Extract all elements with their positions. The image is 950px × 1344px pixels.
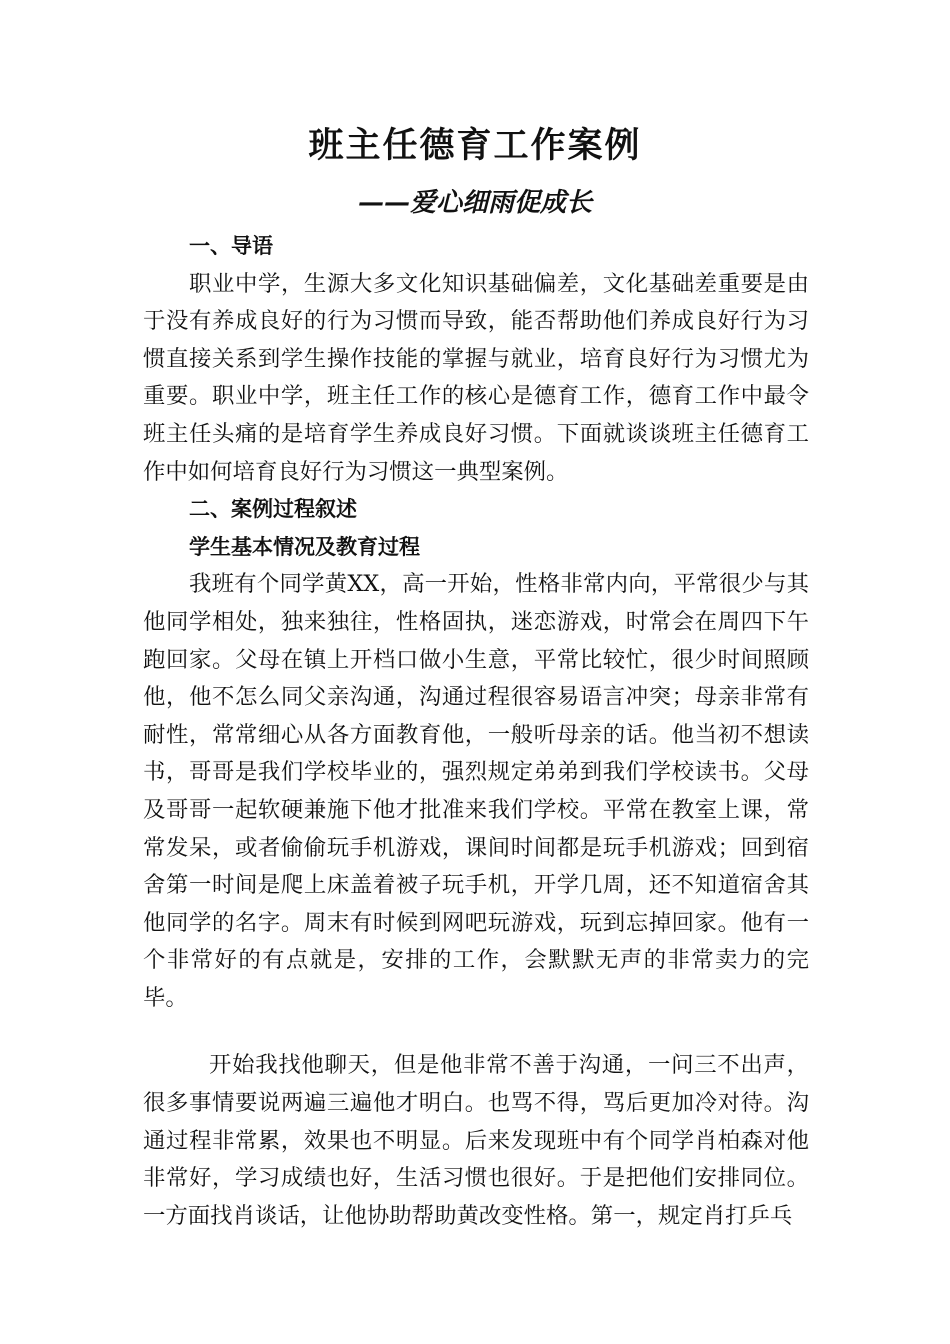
document-subtitle: ——爱心细雨促成长 xyxy=(357,188,592,218)
case-paragraph-2: 开始我找他聊天，但是他非常不善于沟通，一问三不出声，很多事情要说两遍三遍他才明白。也骂不得，骂后更加冷对待。沟通过程非常累，效果也不明显。后来发现班中有个同学肖柏森对他非常好，学习成绩也好，生活习惯也很好。于是把他们安排同位。一方面找肖谈话，让他协助帮助黄改变性格。第一，规定肖打乒乓 xyxy=(143,1052,809,1229)
section-heading-intro: 一、导语 xyxy=(189,234,273,258)
document-body xyxy=(143,228,809,1235)
intro-paragraph: 职业中学，生源大多文化知识基础偏差，文化基础差重要是由于没有养成良好的行为习惯而导致，能否帮助他们养成良好行为习惯直接关系到学生操作技能的掌握与就业，培育良好行为习惯尤为重要。职业中学，班主任工作的核心是德育工作，德育工作中最令班主任头痛的是培育学生养成良好习惯。下面就谈谈班主任德育工作中如何培育良好行为习惯这一典型案例。 xyxy=(143,270,809,485)
document-title: 班主任德育工作案例 xyxy=(308,125,642,166)
section-heading-case: 二、案例过程叙述 xyxy=(189,497,357,522)
case-paragraph-1: 我班有个同学黄XX，高一开始，性格非常内向，平常很少与其他同学相处，独来独往，性格固执，迷恋游戏，时常会在周四下午跑回家。父母在镇上开档口做小生意，平常比较忙，很少时间照顾他，他不怎么同父亲沟通，沟通过程很容易语言冲突；母亲非常有耐性，常常细心从各方面教育他，一般听母亲的话。他当初不想读书，哥哥是我们学校毕业的，强烈规定弟弟到我们学校读书。父母及哥哥一起软硬兼施下他才批准来我们学校。平常在教室上课，常常发呆，或者偷偷玩手机游戏，课间时间都是玩手机游戏；回到宿舍第一时间是爬上床盖着被子玩手机，开学几周，还不知道宿舍其他同学的名字。周末有时候到网吧玩游戏，玩到忘掉回家。他有一个非常好的有点就是，安排的工作，会默默无声的非常卖力的完毕。 xyxy=(143,571,809,1011)
case-subheading: 学生基本情况及教育过程 xyxy=(189,534,420,559)
